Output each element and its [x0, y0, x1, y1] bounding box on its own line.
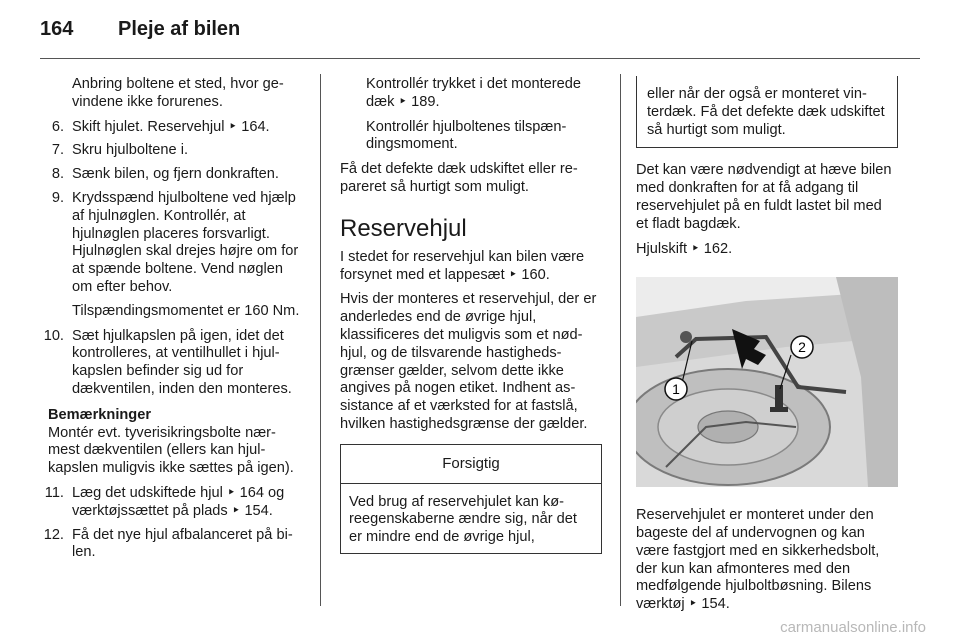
paragraph: I stedet for reservehjul kan bilen være forsynet med et lappesæt ‣ 160.	[340, 248, 585, 283]
item-text: Sæt hjulkapslen på igen, idet det kontrolleres, at ventilhullet i hjulkapslen befinder sig ud for dækventilen, inden den monteres.	[72, 327, 292, 397]
intro-text: Anbring boltene et sted, hvor gevindene ikke forurenes.	[72, 76, 284, 110]
item-number: 11.	[44, 484, 64, 501]
paragraph: Reservehjulet er monteret under den bageste del af undervognen og kan være fastgjort med en sikkerhedsbolt, der kun kan afmonteres med den medfølgende hjulboltbøsning. Bilens værktøj ‣ 154.	[636, 507, 880, 613]
column-left	[40, 76, 302, 568]
paragraph: Hvis der monteres et reservehjul, der er anderledes end de øvrige hjul, klassificeres det muligvis som et nødhjul, og de tilsvarende hastighedsgrænser gælder, selvom dette ikke angives på nogen etiket. Indhent assistance af et værksted for at fastslå, hvilken hastighedsgrænse der gælder.	[340, 291, 597, 432]
section-heading: Reservehjul	[340, 214, 467, 242]
list-item	[40, 485, 302, 521]
list-item	[40, 119, 302, 137]
list-item	[40, 527, 302, 563]
paragraph: Hjulskift ‣ 162.	[636, 240, 733, 257]
note	[48, 407, 302, 478]
torque-text: Tilspændingsmomentet er 160 Nm.	[72, 302, 300, 319]
item-text: Skru hjulboltene i.	[72, 142, 189, 159]
item-number: 10.	[43, 327, 64, 344]
list-item	[40, 190, 302, 297]
column-divider	[620, 74, 621, 606]
item-text: Få det nye hjul afbalanceret på bilen.	[72, 526, 293, 561]
page-title: Pleje af bilen	[118, 18, 241, 40]
paragraph: Få det defekte dæk udskiftet eller repareret så hurtigt som muligt.	[340, 161, 578, 195]
list-item	[40, 166, 302, 184]
watermark: carmanualsonline.info	[780, 619, 926, 636]
note-heading: Bemærkninger	[48, 406, 151, 423]
check-torque-text: Kontrollér hjulboltenes tilspændingsmoment.	[366, 118, 567, 153]
item-number: 12.	[43, 526, 64, 543]
spare-wheel-illustration	[636, 277, 898, 487]
check-pressure-text: Kontrollér trykket i det monterede dæk ‣ 189.	[366, 76, 581, 110]
page-number: 164	[40, 18, 74, 40]
item-text: Læg det udskiftede hjul ‣ 164 og værktøjssættet på plads ‣ 154.	[72, 484, 285, 519]
note-text: Montér evt. tyverisikringsbolte nærmest dækventilen (ellers kan hjulkapslen muligvis ikke sættes på igen).	[48, 424, 294, 477]
page-header	[40, 18, 240, 48]
column-right	[636, 76, 898, 621]
item-number: 9.	[51, 189, 64, 206]
item-text: Skift hjulet. Reservehjul ‣ 164.	[72, 118, 270, 135]
item-number: 7.	[51, 142, 64, 159]
item-text: Krydsspænd hjulboltene ved hjælp af hjulnøglen. Kontrollér, at hjulnøglen placeres forsvarligt. Hjulnøglen skal drejes højre om for at spænde boltene. Vend nøglen om efter behov.	[72, 189, 299, 295]
warning-box-continued: eller når der også er monteret vinterdæk. Få det defekte dæk udskiftet så hurtigt som muligt.	[636, 76, 898, 148]
list-item	[40, 142, 302, 160]
item-number: 6.	[51, 118, 64, 135]
list-item	[40, 328, 302, 399]
warning-box	[340, 444, 602, 554]
callout-1-label: 1	[672, 381, 680, 398]
warning-title: Forsigtig	[341, 445, 601, 484]
header-rule	[40, 58, 920, 59]
warning-body: Ved brug af reservehjulet kan køreegenskaberne ændre sig, når det er mindre end de øvrige hjul,	[349, 493, 577, 546]
item-text: Sænk bilen, og fjern donkraften.	[72, 166, 279, 183]
column-middle	[340, 76, 602, 554]
callout-2-label: 2	[798, 339, 806, 356]
item-number: 8.	[51, 166, 64, 183]
column-divider	[320, 74, 321, 606]
paragraph: Det kan være nødvendigt at hæve bilen med donkraften for at få adgang til reservehjulet på en fuldt lastet bil med et fladt bagdæk.	[636, 162, 892, 232]
